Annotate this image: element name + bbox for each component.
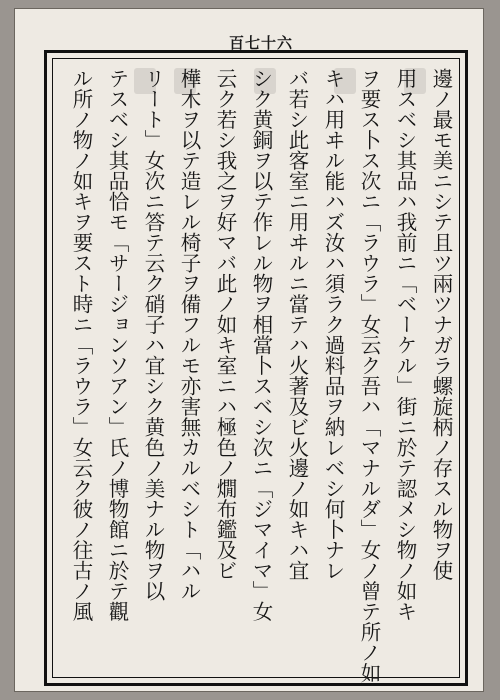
page-number: 百七十六 xyxy=(229,34,294,52)
text-column-11: ル所ノ物ノ如キヲ要スト時ニ「ラウラ」女云ク彼ノ往古ノ風 xyxy=(69,68,93,622)
text-column-5: バ若シ此客室ニ用ヰルニ當テハ火著及ビ火邊ノ如キハ宜 xyxy=(285,68,309,581)
text-column-7: 云ク若シ我之ヲ好マバ此ノ如キ室ニハ極色ノ燗布鑑及ビ xyxy=(213,68,237,581)
text-column-9: リート」女次ニ答テ云ク硝子ハ宜シク黄色ノ美ナル物ヲ以 xyxy=(141,68,165,601)
text-column-8: 樺木ヲ以テ造レル椅子ヲ備フルモ亦害無カルベシト「ハル xyxy=(177,68,201,601)
text-column-2: 用スベシ其品ハ我前ニ「ベーケル」街ニ於テ認メシ物ノ如キ xyxy=(393,68,417,622)
text-column-6: シク黄銅ヲ以テ作レル物ヲ相當卜スベシ次ニ「ジマイマ」女 xyxy=(249,68,273,622)
text-column-10: テスベシ其品恰モ「サージョンソアン」氏ノ博物館ニ於テ觀 xyxy=(105,68,129,622)
book-page xyxy=(14,8,484,692)
text-column-1: 邊ノ最モ美ニシテ且ツ兩ツナガラ螺旋柄ノ存スル物ヲ使 xyxy=(429,68,453,581)
text-column-3: ヲ要ス卜ス次ニ「ラウラ」女云ク吾ハ「マナルダ」女ノ曾テ所ノ如 xyxy=(357,68,381,683)
text-column-4: キハ用ヰル能ハズ汝ハ須ラク過料品ヲ納レベシ何卜ナレ xyxy=(321,68,345,581)
